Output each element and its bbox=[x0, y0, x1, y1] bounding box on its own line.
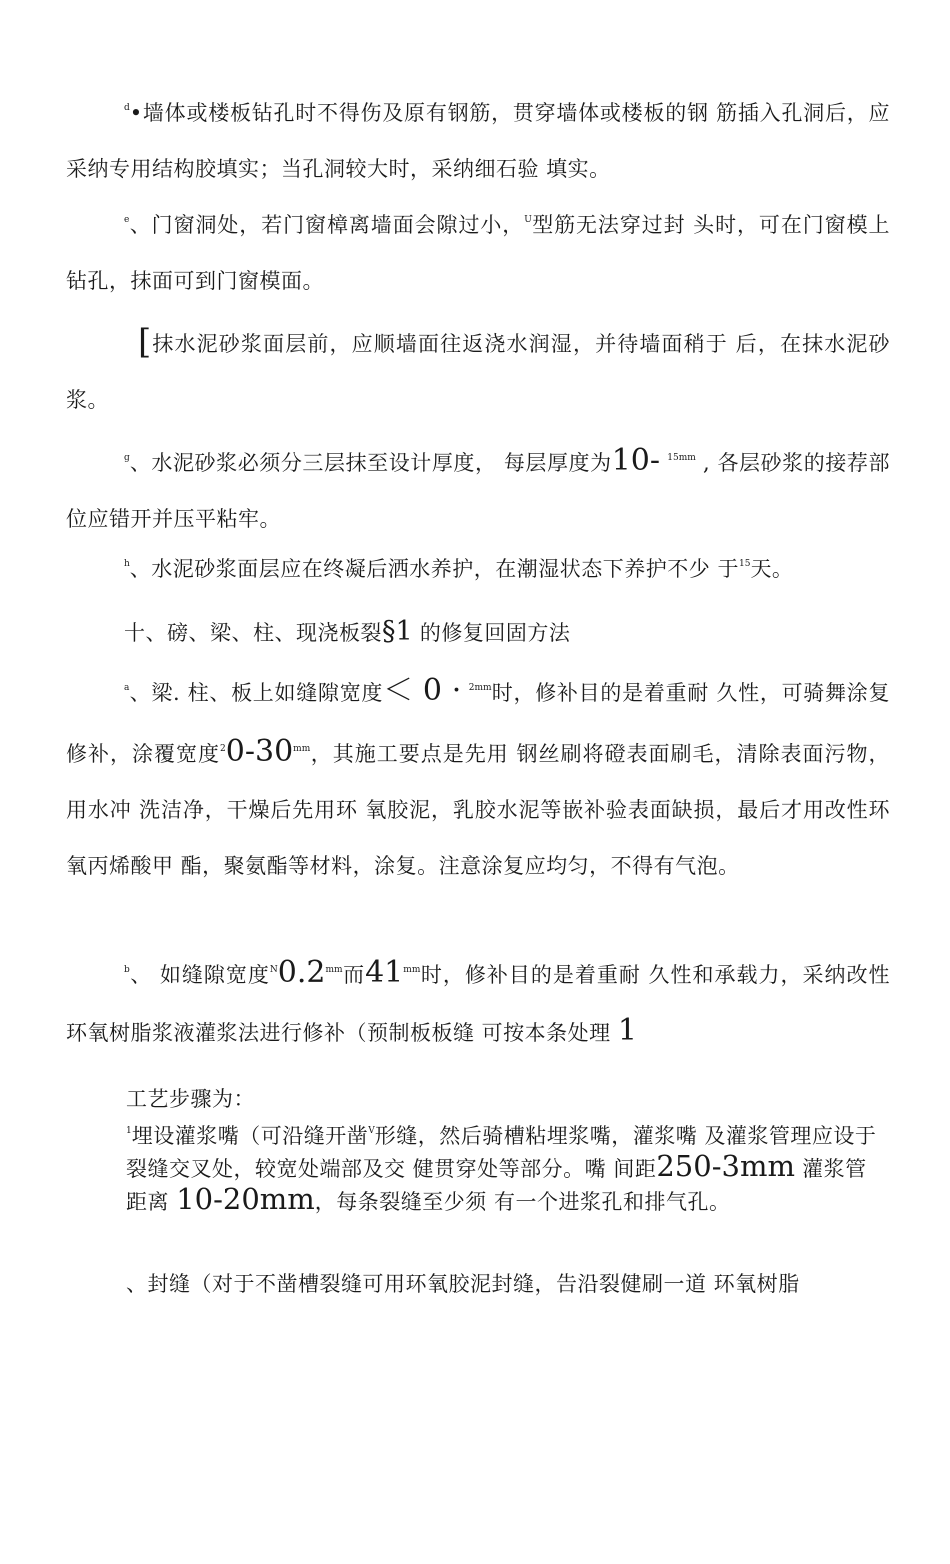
paragraph-h: $^h$、水泥砂浆面层应在终凝后洒水养护，在潮湿状态下养护不少 于$^{15}$天。 bbox=[124, 557, 794, 581]
marker-d: d bbox=[124, 103, 130, 113]
marker-a: a bbox=[124, 683, 130, 693]
marker-b: b bbox=[124, 965, 130, 975]
marker-h: h bbox=[124, 559, 130, 569]
steps-heading: 工艺步骤为： bbox=[126, 1087, 255, 1111]
paragraph-f: [抹水泥砂浆面层前，应顺墙面往返浇水润湿，并待墙面稍于 后，在抹水泥砂浆。 bbox=[66, 322, 890, 412]
bracket-marker: [ bbox=[138, 322, 152, 362]
step-2: 、封缝（对于不凿槽裂缝可用环氧胶泥封缝，告沿裂健刷一道 环氧树脂 bbox=[126, 1272, 800, 1296]
marker-e: e bbox=[124, 215, 130, 225]
item-b: $^b$、 如缝隙宽度$^N0.2^{mm}$而$41^{mm}$时，修补目的是着重耐 久性和承载力，采纳改性环氧树脂浆液灌浆法进行修补（预制板板缝 可按本条处理 1 bbox=[66, 955, 890, 1048]
item-a: $^a$、梁. 柱、板上如缝隙宽度＜ 0 · $^{2mm}$时，修补目的是着重耐 久性，可骑舞涂复修补，涂覆宽度$^20-30^{mm}$，其施工要点是先用 钢丝刷将磴表面刷毛，清除表面污物，用水冲 洗洁净，干燥后先用环 氧胶泥，乳胶水泥等嵌补验表面缺损，最后才用改性环氧丙烯酸甲 酯，聚氨酯等材料，涂复。注意涂复应均匀，不得有气泡。 bbox=[66, 673, 890, 878]
marker-g: g bbox=[124, 453, 130, 463]
paragraph-d: $^d$•墙体或楼板钻孔时不得伤及原有钢筋，贯穿墙体或楼板的钢 筋插入孔洞后，应采纳专用结构胶填实；当孔洞较大时，采纳细石验 填实。 bbox=[66, 101, 890, 181]
step-1: $^1$埋设灌浆嘴（可沿缝开凿$^V$形缝，然后骑槽粘埋浆嘴，灌浆嘴 及灌浆管理应设于裂缝交叉处，较宽处端部及交 健贯穿处等部分。嘴 间距250-3mm 灌浆管距离 10-20mm，每条裂缝至少须 有一个进浆孔和排气孔。 bbox=[126, 1124, 877, 1216]
section-heading: 十、磅、梁、柱、现浇板裂§1 的修复回固方法 bbox=[124, 616, 571, 647]
paragraph-g: $^g$、水泥砂浆必须分三层抹至设计厚度， 每层厚度为10- $^{15mm}$ , 各层砂浆的接荐部位应错开并压平粘牢。 bbox=[66, 443, 890, 531]
paragraph-e: $^e$、门窗洞处，若门窗樟离墙面会隙过小，$^U$型筋无法穿过封 头时，可在门窗模上钻孔，抹面可到门窗模面。 bbox=[66, 213, 890, 293]
